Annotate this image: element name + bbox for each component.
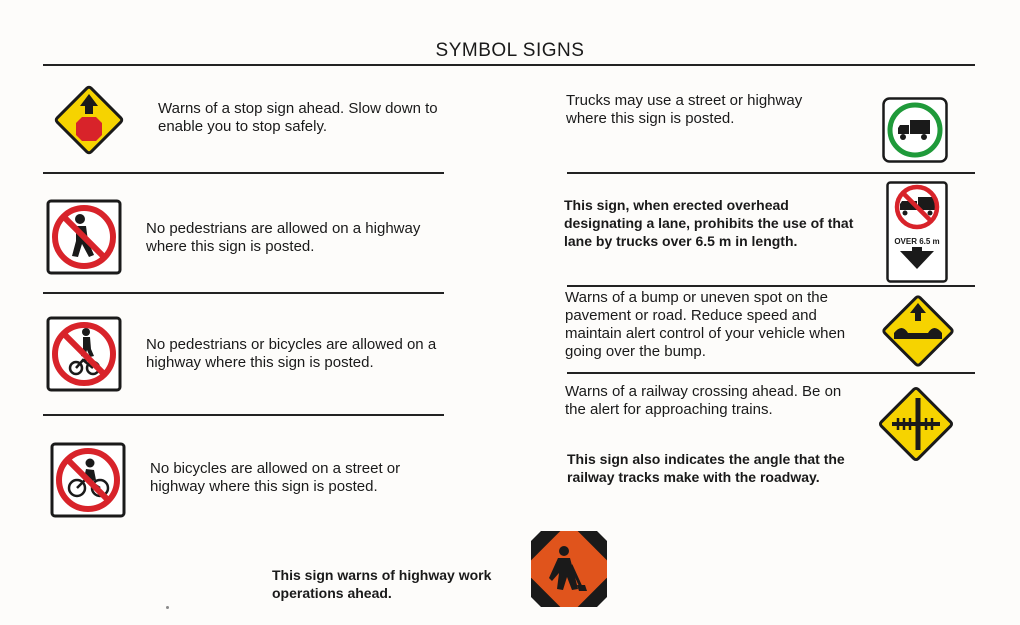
divider [567,372,975,374]
sign-label: OVER 6.5 m [894,237,940,246]
no-pedestrians-sign-icon [46,199,122,275]
stop-ahead-description: Warns of a stop sign ahead. Slow down to enable you to stop safely. [158,100,438,135]
no-pedestrians-bicycles-description: No pedestrians or bicycles are allowed on a highway where this sign is posted. [146,336,437,371]
no-trucks-overhead-sign-icon [886,181,948,283]
speck [166,606,169,609]
stop-ahead-sign-icon [53,84,125,156]
divider [43,172,444,174]
no-bicycles-sign-icon [50,442,126,518]
railway-description: Warns of a railway crossing ahead. Be on the alert for approaching trains. [565,383,842,418]
divider [43,292,444,294]
railway-angle-description: This sign also indicates the angle that the railway tracks make with the roadway. [567,451,845,485]
divider [567,172,975,174]
divider [43,414,444,416]
no-pedestrians-bicycles-sign-icon [46,316,122,392]
no-bicycles-description: No bicycles are allowed on a street or highway where this sign is posted. [150,460,401,495]
no-trucks-lane-description: This sign, when erected overhead designating a lane, prohibits the use of that lane by trucks over 6.5 m in length. [564,197,854,249]
no-pedestrians-description: No pedestrians are allowed on a highway where this sign is posted. [146,220,421,255]
road-work-sign-icon [531,531,607,607]
title-rule [43,64,975,66]
road-work-description: This sign warns of highway work operations ahead. [272,567,492,601]
trucks-allowed-sign-icon [882,97,948,163]
railway-crossing-sign-icon [876,384,956,464]
page-title: SYMBOL SIGNS [435,40,585,61]
bump-description: Warns of a bump or uneven spot on the pavement or road. Reduce speed and maintain alert control of your vehicle when going over the bump. [565,289,846,360]
trucks-allowed-description: Trucks may use a street or highway where this sign is posted. [566,92,803,127]
bump-sign-icon [880,293,956,369]
divider [567,285,975,287]
